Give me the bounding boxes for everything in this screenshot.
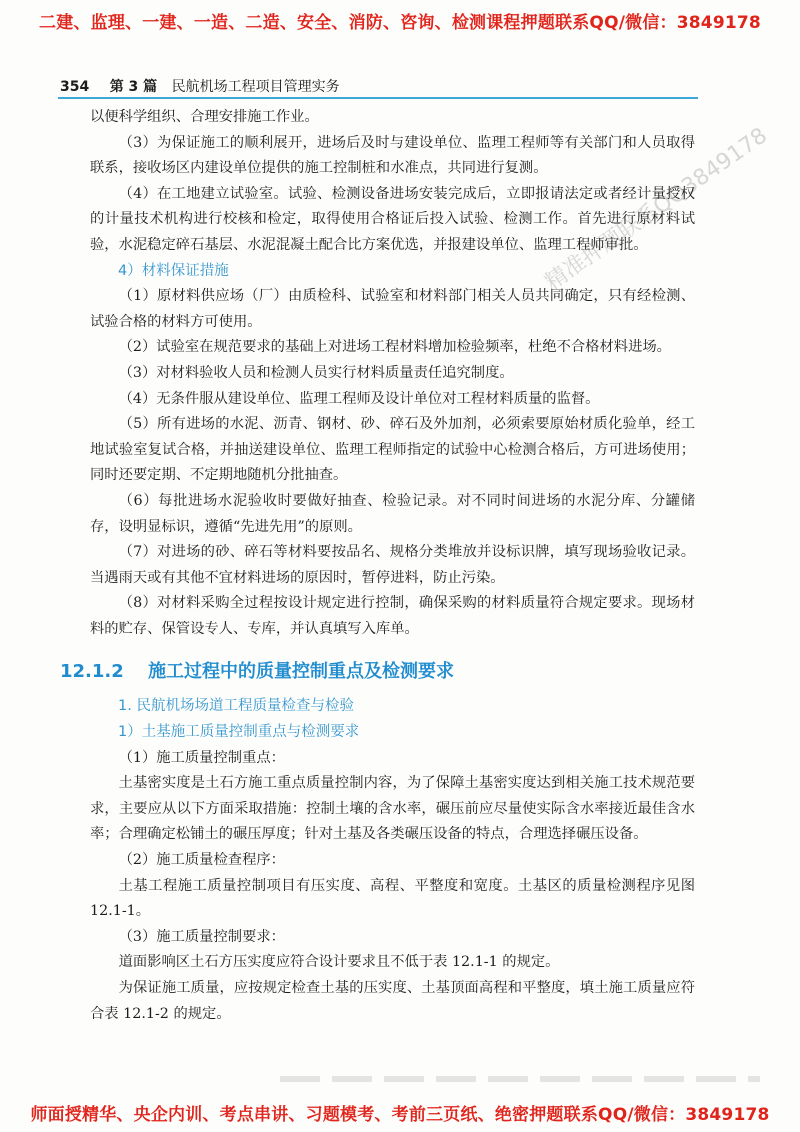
list-item: （6）每批进场水泥验收时要做好抽查、检验记录。对不同时间进场的水泥分库、分罐储存，设明显标识，遵循“先进先用”的原则。	[90, 492, 695, 535]
section-title: 施工过程中的质量控制重点及检测要求	[148, 661, 455, 683]
paragraph: （3）为保证施工的顺利展开，进场后及时与建设单位、监理工程师等有关部门和人员取得联系，接收场区内建设单位提供的施工控制桩和水准点，共同进行复测。	[90, 134, 695, 177]
chapter-title: 民航机场工程项目管理实务	[171, 79, 340, 95]
section-number: 12.1.2	[60, 661, 124, 683]
page-body	[60, 105, 695, 1027]
list-item: （5）所有进场的水泥、沥青、钢材、砂、碎石及外加剂，必须索要原始材质化验单，经工地试验室复试合格，并抽送建设单位、监理工程师指定的试验中心检测合格后，方可进场使用；同时还要定期、不定期地随机分批抽查。	[90, 416, 695, 484]
paragraph: 为保证施工质量，应按规定检查土基的压实度、土基顶面高程和平整度，填土施工质量应符合表 12.1-2 的规定。	[90, 980, 695, 1022]
subheading: 1. 民航机场场道工程质量检查与检验	[118, 698, 354, 715]
paragraph: （4）在工地建立试验室。试验、检测设备进场安装完成后，立即报请法定或者经计量授权的计量技术机构进行校核和检定，取得使用合格证后投入试验、检测工作。首先进行原材料试验，水泥稳定碎石基层、水泥混凝土配合比方案优选，并报建设单位、监理工程师审批。	[90, 185, 695, 253]
list-item: （2）施工质量检查程序：	[118, 852, 285, 869]
paragraph: 土基工程施工质量控制项目有压实度、高程、平整度和宽度。土基区的质量检测程序见图 12.1-1。	[90, 877, 695, 920]
section-heading	[60, 658, 695, 686]
paragraph: 道面影响区土石方压实度应符合设计要求且不低于表 12.1-1 的规定。	[118, 954, 560, 971]
header-divider	[58, 97, 698, 99]
page-number: 354	[60, 79, 90, 95]
list-item: （2）试验室在规范要求的基础上对进场工程材料增加检验频率，杜绝不合格材料进场。	[118, 339, 671, 356]
paragraph: 以便科学组织、合理安排施工作业。	[90, 109, 319, 125]
paragraph: 土基密实度是土石方施工重点质量控制内容，为了保障土基密实度达到相关施工技术规范要求，主要应从以下方面采取措施：控制土壤的含水率，碾压前应尽量使实际含水率接近最佳含水率；合理确定松铺土的碾压厚度；针对土基及各类碾压设备的特点，合理选择碾压设备。	[90, 775, 695, 843]
chapter-label: 第 3 篇	[109, 79, 158, 95]
list-item: （4）无条件服从建设单位、监理工程师及设计单位对工程材料质量的监督。	[118, 390, 600, 407]
page-header	[60, 76, 720, 96]
subheading: 1）土基施工质量控制重点与检测要求	[118, 724, 360, 741]
faded-bleed-through-line	[280, 1076, 760, 1082]
list-item: （3）施工质量控制要求：	[118, 928, 285, 945]
subheading-material-guarantee: 4）材料保证措施	[118, 262, 229, 279]
list-item: （7）对进场的砂、碎石等材料要按品名、规格分类堆放并设标识牌，填写现场验收记录。当遇雨天或有其他不宜材料进场的原因时，暂停进料，防止污染。	[90, 544, 695, 586]
list-item: （1）施工质量控制重点：	[118, 749, 285, 766]
list-item: （3）对材料验收人员和检测人员实行材料质量责任追究制度。	[118, 364, 514, 381]
list-item: （8）对材料采购全过程按设计规定进行控制，确保采购的材料质量符合规定要求。现场材料的贮存、保管设专人、专库，并认真填写入库单。	[90, 595, 695, 637]
list-item: （1）原材料供应场（厂）由质检科、试验室和材料部门相关人员共同确定，只有经检测、试验合格的材料方可使用。	[90, 288, 695, 330]
bottom-banner: 师面授精华、央企内训、考点串讲、习题模考、考前三页纸、绝密押题联系QQ/微信：3849178	[30, 1105, 770, 1125]
watermark-text: 精准押题联系QQ3849178	[540, 123, 772, 296]
top-banner: 二建、监理、一建、一造、二造、安全、消防、咨询、检测课程押题联系QQ/微信：3849178	[39, 13, 761, 33]
